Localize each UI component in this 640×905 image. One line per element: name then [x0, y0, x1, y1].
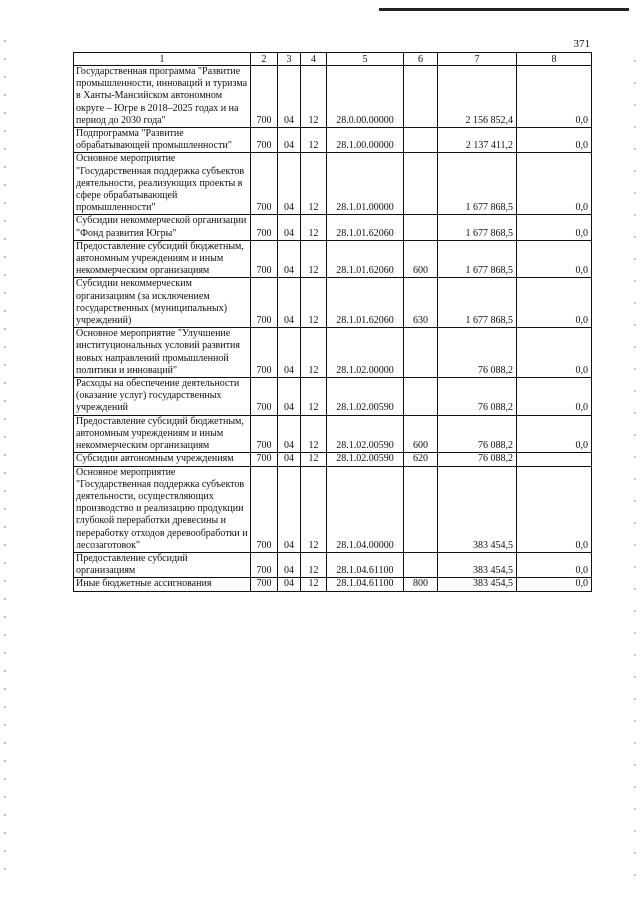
cell-col6: [404, 153, 438, 215]
cell-col4: 12: [301, 415, 327, 453]
cell-col7: 383 454,5: [438, 552, 517, 577]
cell-col3: 04: [278, 128, 301, 153]
table-row: [74, 153, 592, 215]
cell-col8: 0,0: [517, 240, 592, 278]
cell-col5: 28.0.00.00000: [327, 66, 404, 128]
cell-col3: 04: [278, 278, 301, 328]
scan-edge-right: [634, 60, 636, 880]
table-row: [74, 466, 592, 552]
cell-col3: 04: [278, 328, 301, 378]
column-header-1: 1: [74, 53, 251, 66]
cell-col6: 620: [404, 453, 438, 466]
table-row: [74, 240, 592, 278]
column-header-8: 8: [517, 53, 592, 66]
scan-artifact-line: [379, 8, 629, 11]
cell-col2: 700: [251, 240, 278, 278]
cell-col4: 12: [301, 378, 327, 416]
cell-col5: 28.1.04.61100: [327, 578, 404, 591]
cell-col6: 600: [404, 240, 438, 278]
cell-col7: 76 088,2: [438, 328, 517, 378]
row-name: Государственная программа "Развитие промышленности, инноваций и туризма в Ханты-Мансийском автономном округе – Югре в 2018–2025 годах и на период до 2030 года": [74, 66, 251, 128]
row-name: Предоставление субсидий бюджетным, автономным учреждениям и иным некоммерческим организациям: [74, 415, 251, 453]
cell-col3: 04: [278, 453, 301, 466]
cell-col4: 12: [301, 278, 327, 328]
cell-col8: 0,0: [517, 466, 592, 552]
cell-col5: 28.1.04.00000: [327, 466, 404, 552]
cell-col3: 04: [278, 415, 301, 453]
cell-col2: 700: [251, 578, 278, 591]
cell-col2: 700: [251, 378, 278, 416]
cell-col3: 04: [278, 153, 301, 215]
cell-col3: 04: [278, 578, 301, 591]
table-row: [74, 278, 592, 328]
cell-col2: 700: [251, 153, 278, 215]
column-header-5: 5: [327, 53, 404, 66]
cell-col7: 1 677 868,5: [438, 278, 517, 328]
cell-col7: 2 156 852,4: [438, 66, 517, 128]
cell-col8: 0,0: [517, 153, 592, 215]
cell-col7: 2 137 411,2: [438, 128, 517, 153]
table-row: [74, 453, 592, 466]
cell-col5: 28.1.04.61100: [327, 552, 404, 577]
cell-col4: 12: [301, 240, 327, 278]
budget-table: [73, 52, 592, 592]
cell-col6: [404, 466, 438, 552]
cell-col6: [404, 552, 438, 577]
cell-col8: 0,0: [517, 378, 592, 416]
cell-col6: [404, 378, 438, 416]
table-header-row: [74, 53, 592, 66]
cell-col8: 0,0: [517, 66, 592, 128]
cell-col7: 76 088,2: [438, 453, 517, 466]
cell-col5: 28.1.01.62060: [327, 215, 404, 240]
column-header-3: 3: [278, 53, 301, 66]
cell-col6: 630: [404, 278, 438, 328]
cell-col8: 0,0: [517, 278, 592, 328]
cell-col5: 28.1.01.62060: [327, 278, 404, 328]
cell-col6: [404, 328, 438, 378]
cell-col7: 383 454,5: [438, 466, 517, 552]
cell-col2: 700: [251, 66, 278, 128]
table-row: [74, 66, 592, 128]
cell-col6: 600: [404, 415, 438, 453]
cell-col4: 12: [301, 453, 327, 466]
cell-col8: 0,0: [517, 128, 592, 153]
table-row: [74, 215, 592, 240]
cell-col4: 12: [301, 153, 327, 215]
row-name: Основное мероприятие "Государственная поддержка субъектов деятельности, осуществляющих производство и реализацию продукции глубокой переработки древесины и переработку отходов деревообработки и лесозаготовок": [74, 466, 251, 552]
cell-col4: 12: [301, 66, 327, 128]
cell-col5: 28.1.02.00590: [327, 378, 404, 416]
cell-col7: 76 088,2: [438, 415, 517, 453]
cell-col2: 700: [251, 415, 278, 453]
column-header-7: 7: [438, 53, 517, 66]
cell-col6: [404, 215, 438, 240]
cell-col2: 700: [251, 466, 278, 552]
cell-col3: 04: [278, 378, 301, 416]
cell-col4: 12: [301, 328, 327, 378]
cell-col6: 800: [404, 578, 438, 591]
cell-col3: 04: [278, 552, 301, 577]
row-name: Предоставление субсидий бюджетным, автономным учреждениям и иным некоммерческим организациям: [74, 240, 251, 278]
table-row: [74, 552, 592, 577]
cell-col2: 700: [251, 128, 278, 153]
cell-col3: 04: [278, 466, 301, 552]
row-name: Основное мероприятие "Государственная поддержка субъектов деятельности, реализующих проекты в сфере обрабатывающей промышленности": [74, 153, 251, 215]
row-name: Субсидии автономным учреждениям: [74, 453, 251, 466]
table-row: [74, 328, 592, 378]
cell-col2: 700: [251, 552, 278, 577]
cell-col8: 0,0: [517, 552, 592, 577]
cell-col7: 1 677 868,5: [438, 240, 517, 278]
cell-col3: 04: [278, 66, 301, 128]
cell-col2: 700: [251, 328, 278, 378]
cell-col5: 28.1.02.00590: [327, 415, 404, 453]
row-name: Субсидии некоммерческим организациям (за исключением государственных (муниципальных) учреждений): [74, 278, 251, 328]
cell-col7: 383 454,5: [438, 578, 517, 591]
column-header-2: 2: [251, 53, 278, 66]
scan-edge-left: [4, 40, 6, 880]
cell-col4: 12: [301, 466, 327, 552]
column-header-4: 4: [301, 53, 327, 66]
cell-col4: 12: [301, 128, 327, 153]
cell-col3: 04: [278, 240, 301, 278]
cell-col8: 0,0: [517, 215, 592, 240]
row-name: Расходы на обеспечение деятельности (оказание услуг) государственных учреждений: [74, 378, 251, 416]
cell-col8: [517, 453, 592, 466]
row-name: Субсидии некоммерческой организации "Фонд развития Югры": [74, 215, 251, 240]
cell-col5: 28.1.02.00590: [327, 453, 404, 466]
cell-col2: 700: [251, 215, 278, 240]
cell-col6: [404, 66, 438, 128]
table-row: [74, 415, 592, 453]
cell-col5: 28.1.01.62060: [327, 240, 404, 278]
column-header-6: 6: [404, 53, 438, 66]
cell-col8: 0,0: [517, 578, 592, 591]
cell-col5: 28.1.01.00000: [327, 153, 404, 215]
cell-col6: [404, 128, 438, 153]
table-row: [74, 378, 592, 416]
row-name: Подпрограмма "Развитие обрабатывающей промышленности": [74, 128, 251, 153]
table-row: [74, 128, 592, 153]
cell-col2: 700: [251, 453, 278, 466]
cell-col7: 1 677 868,5: [438, 153, 517, 215]
cell-col7: 76 088,2: [438, 378, 517, 416]
row-name: Предоставление субсидий организациям: [74, 552, 251, 577]
cell-col3: 04: [278, 215, 301, 240]
cell-col4: 12: [301, 578, 327, 591]
cell-col4: 12: [301, 552, 327, 577]
table-row: [74, 578, 592, 591]
cell-col2: 700: [251, 278, 278, 328]
cell-col5: 28.1.02.00000: [327, 328, 404, 378]
row-name: Иные бюджетные ассигнования: [74, 578, 251, 591]
cell-col4: 12: [301, 215, 327, 240]
cell-col8: 0,0: [517, 415, 592, 453]
cell-col5: 28.1.00.00000: [327, 128, 404, 153]
cell-col8: 0,0: [517, 328, 592, 378]
row-name: Основное мероприятие "Улучшение институциональных условий развития новых направлений промышленной политики и инноваций": [74, 328, 251, 378]
page-number: 371: [573, 38, 590, 50]
cell-col7: 1 677 868,5: [438, 215, 517, 240]
